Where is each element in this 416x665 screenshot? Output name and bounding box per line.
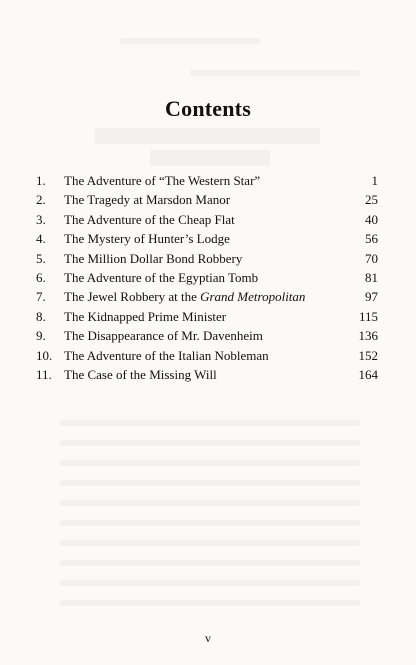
bleed-through-line [60,600,360,606]
bleed-through-line [60,440,360,446]
page-number: 25 [365,192,378,208]
toc-entry [36,249,378,268]
chapter-title: The Mystery of Hunter’s Lodge [64,231,230,247]
toc-entry [36,268,378,287]
chapter-number: 6. [36,269,46,285]
chapter-number: 9. [36,328,46,344]
page-folio: v [205,631,211,645]
chapter-title: The Adventure of “The Western Star” [64,173,261,188]
toc-entry [36,210,378,229]
toc-entry [36,307,378,326]
toc-entry [36,171,378,190]
page-number: 152 [358,347,378,363]
chapter-title: The Adventure of the Cheap Flat [64,211,235,227]
toc-entry [36,365,378,384]
bleed-through-line [60,500,360,506]
bleed-through-heading [60,118,360,148]
chapter-number: 5. [36,250,46,266]
chapter-number: 2. [36,192,46,208]
chapter-number: 7. [36,289,46,305]
toc-entry [36,190,378,209]
chapter-title-italic: Grand Metropolitan [200,289,306,305]
chapter-number: 11. [36,366,52,382]
chapter-number: 8. [36,308,46,324]
bleed-through-line [150,150,270,166]
page-number: 1 [371,173,378,188]
table-of-contents [36,171,378,384]
chapter-title [64,287,305,306]
page-number: 115 [358,308,378,324]
bleed-through-line [190,70,360,76]
page-number: 97 [365,289,378,305]
chapter-title: The Million Dollar Bond Robbery [64,250,243,266]
chapter-title: The Adventure of the Egyptian Tomb [64,269,259,285]
chapter-title-prefix: The Jewel Robbery at the [64,289,201,305]
chapter-title: The Disappearance of Mr. Davenheim [64,328,263,344]
chapter-number: 10. [36,347,53,363]
page-number: 40 [365,211,378,227]
page-number: 56 [365,231,378,247]
contents-heading: Contents [165,96,251,121]
bleed-through-line [60,580,360,586]
bleed-through-line [60,520,360,526]
bleed-through-line [120,38,260,44]
chapter-number: 3. [36,211,46,227]
chapter-number: 1. [36,173,46,188]
chapter-title: The Case of the Missing Will [64,366,217,382]
page-number: 164 [358,366,378,382]
bleed-through-line [60,460,360,466]
bleed-through-line [60,480,360,486]
chapter-title: The Adventure of the Italian Nobleman [64,347,269,363]
bleed-through-line [60,540,360,546]
toc-entry [36,346,378,365]
toc-entry [36,229,378,248]
chapter-number: 4. [36,231,46,247]
toc-entry [36,326,378,345]
page-number: 70 [365,250,378,266]
bleed-through-line [60,420,360,426]
page-number: 81 [365,269,378,285]
chapter-title: The Tragedy at Marsdon Manor [64,192,231,208]
bleed-through-line [60,560,360,566]
page-number: 136 [358,328,378,344]
toc-entry [36,287,378,306]
bleed-through-line [95,128,320,144]
chapter-title: The Kidnapped Prime Minister [64,308,227,324]
